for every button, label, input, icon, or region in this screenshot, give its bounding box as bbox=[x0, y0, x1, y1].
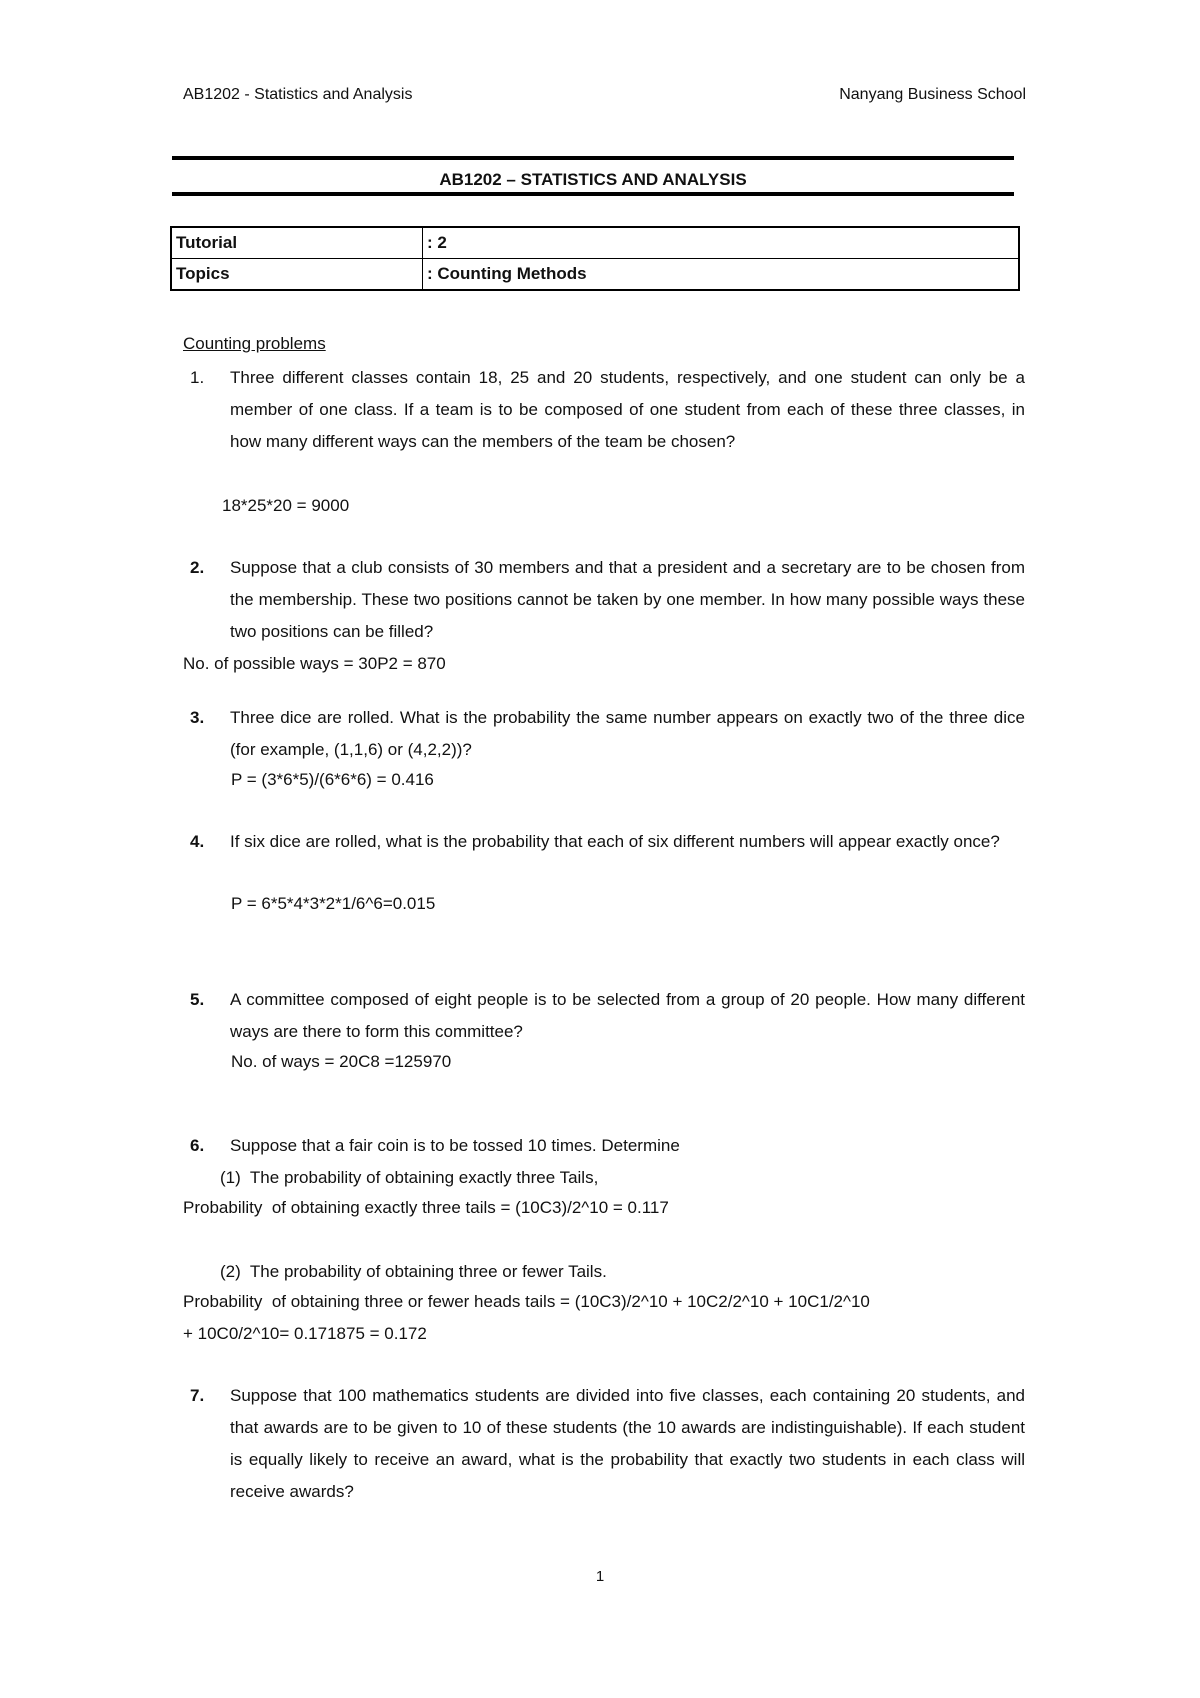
document-title: AB1202 – STATISTICS AND ANALYSIS bbox=[439, 170, 747, 189]
question-3 bbox=[183, 702, 1025, 766]
meta-value: : 2 bbox=[423, 227, 1020, 259]
section-title: Counting problems bbox=[183, 334, 326, 353]
question-7 bbox=[183, 1380, 1025, 1508]
part-label: (2) bbox=[220, 1262, 241, 1281]
question-1 bbox=[183, 362, 1025, 458]
answer-5: No. of ways = 20C8 =125970 bbox=[231, 1052, 452, 1071]
answer-2: No. of possible ways = 30P2 = 870 bbox=[183, 654, 446, 673]
question-number: 5. bbox=[190, 990, 205, 1009]
question-text: Suppose that a club consists of 30 members and that a president and a secretary are to be chosen from the membership. These two positions cannot be taken by one member. In how many possible ways these two positions can be filled? bbox=[230, 558, 1025, 641]
question-4 bbox=[183, 826, 1025, 858]
title-rule-bottom bbox=[172, 192, 1014, 196]
question-number: 2. bbox=[190, 558, 205, 577]
question-6 bbox=[183, 1130, 1025, 1162]
page-number: 1 bbox=[595, 1568, 605, 1585]
meta-key: Tutorial bbox=[171, 227, 423, 259]
answer-6-part-2-line-2: + 10C0/2^10= 0.171875 = 0.172 bbox=[183, 1324, 427, 1343]
question-text: Suppose that 100 mathematics students are divided into five classes, each containing 20 students, and that awards are to be given to 10 of these students (the 10 awards are indistinguishable). If each student is equally likely to receive an award, what is the probability that exactly two students in each class will receive awards? bbox=[230, 1386, 1025, 1501]
answer-6-part-2-line-1: Probability of obtaining three or fewer heads tails = (10C3)/2^10 + 10C2/2^10 + 10C1/2^10 bbox=[183, 1292, 870, 1311]
question-number: 6. bbox=[190, 1136, 205, 1155]
part-label: (1) bbox=[220, 1168, 241, 1187]
question-6-part-1 bbox=[220, 1162, 598, 1194]
question-text: If six dice are rolled, what is the probability that each of six different numbers will appear exactly once? bbox=[230, 832, 1000, 851]
question-text: Three different classes contain 18, 25 and 20 students, respectively, and one student can only be a member of one class. If a team is to be composed of one student from each of these three classes, in how many different ways can the members of the team be chosen? bbox=[230, 368, 1025, 451]
question-text: A committee composed of eight people is to be selected from a group of 20 people. How many different ways are there to form this committee? bbox=[230, 990, 1025, 1041]
question-6-part-2 bbox=[220, 1256, 607, 1288]
meta-value: : Counting Methods bbox=[427, 264, 587, 283]
header-left: AB1202 - Statistics and Analysis bbox=[183, 86, 413, 103]
part-text: The probability of obtaining three or fewer Tails. bbox=[249, 1262, 607, 1281]
answer-6-part-1: Probability of obtaining exactly three tails = (10C3)/2^10 = 0.117 bbox=[183, 1198, 669, 1217]
meta-row-tutorial bbox=[171, 227, 1019, 259]
question-text: Three dice are rolled. What is the probability the same number appears on exactly two of the three dice (for example, (1,1,6) or (4,2,2))? bbox=[230, 708, 1025, 759]
question-number: 3. bbox=[190, 708, 205, 727]
meta-key: Topics bbox=[171, 259, 423, 291]
meta-row-topics bbox=[171, 259, 1019, 291]
meta-table bbox=[170, 226, 1020, 291]
title-rule-top bbox=[172, 156, 1014, 160]
part-text: The probability of obtaining exactly three Tails, bbox=[249, 1168, 599, 1187]
question-5 bbox=[183, 984, 1025, 1048]
question-number: 4. bbox=[190, 832, 205, 851]
answer-3: P = (3*6*5)/(6*6*6) = 0.416 bbox=[231, 770, 434, 789]
question-number: 1. bbox=[190, 368, 205, 387]
question-2 bbox=[183, 552, 1025, 648]
question-number: 7. bbox=[190, 1386, 205, 1405]
header-right: Nanyang Business School bbox=[839, 86, 1026, 103]
answer-4: P = 6*5*4*3*2*1/6^6=0.015 bbox=[231, 894, 436, 913]
question-text: Suppose that a fair coin is to be tossed 10 times. Determine bbox=[230, 1136, 680, 1155]
answer-1: 18*25*20 = 9000 bbox=[222, 496, 350, 515]
